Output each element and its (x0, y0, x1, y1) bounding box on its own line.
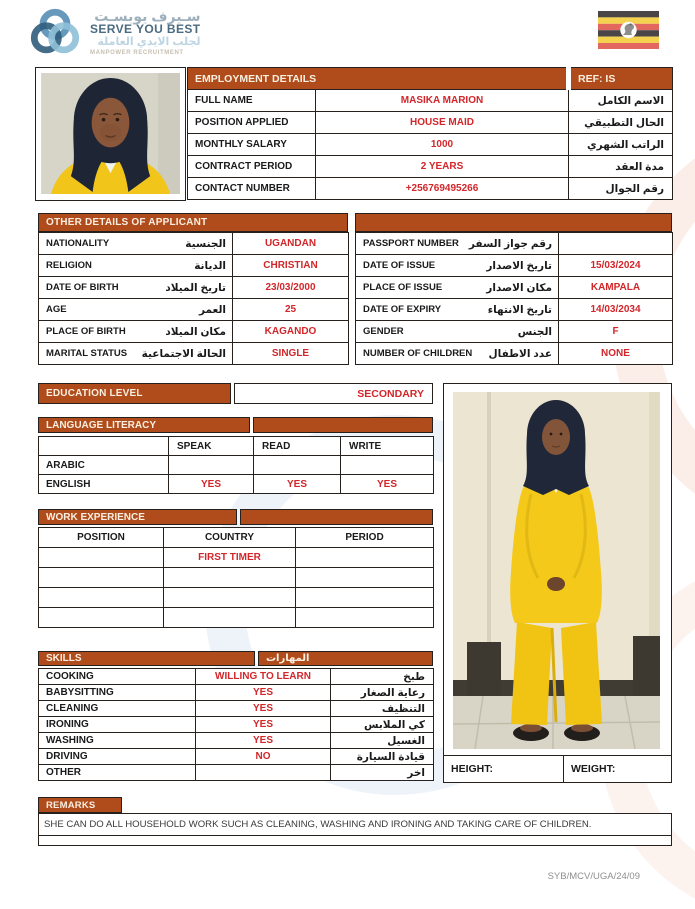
field-label-arabic: رقم الجوال (569, 178, 673, 200)
work-experience-header (38, 509, 433, 525)
skill-label: IRONING (39, 717, 196, 733)
skill-label-arabic: كي الملابس (331, 717, 434, 733)
section-title-employment: EMPLOYMENT DETAILS (188, 68, 569, 90)
literacy-value: YES (341, 475, 434, 494)
table-row (188, 134, 673, 156)
work-period (296, 588, 434, 608)
skill-label: OTHER (39, 765, 196, 781)
work-country (164, 568, 296, 588)
work-position (39, 588, 164, 608)
field-label: NUMBER OF CHILDREN (363, 348, 473, 359)
table-row (39, 685, 434, 701)
other-details-right-table (355, 232, 673, 365)
height-weight-row (444, 755, 671, 782)
work-experience-table (38, 527, 434, 628)
field-label-arabic: الحالة الاجتماعية (141, 347, 226, 360)
applicant-full-photo (453, 392, 660, 749)
field-label-arabic: الحال التطبيقي (569, 112, 673, 134)
table-row (39, 321, 349, 343)
field-label: FULL NAME (188, 90, 316, 112)
section-title-work-experience: WORK EXPERIENCE (38, 509, 237, 525)
literacy-value: YES (254, 475, 341, 494)
field-label-arabic: تاريخ الانتهاء (487, 303, 552, 316)
table-row (39, 255, 349, 277)
column-header-position: POSITION (39, 528, 164, 548)
table-row (39, 343, 349, 365)
height-label: HEIGHT: (444, 756, 564, 782)
document-ref-code: SYB/MCV/UGA/24/09 (547, 871, 640, 882)
table-row (39, 669, 434, 685)
field-label: MARITAL STATUS (46, 348, 128, 359)
employment-header-row (188, 68, 673, 90)
skill-label-arabic: طبخ (331, 669, 434, 685)
table-row (39, 749, 434, 765)
table-row (39, 608, 434, 628)
table-row (356, 233, 673, 255)
weight-label: WEIGHT: (571, 763, 616, 775)
field-label-arabic: رقم جواز السفر (468, 237, 552, 250)
field-label: DATE OF EXPIRY (363, 304, 442, 315)
table-row (39, 299, 349, 321)
full-body-illustration (453, 392, 660, 749)
field-label: PLACE OF BIRTH (46, 326, 126, 337)
knot-logo-icon (28, 6, 82, 60)
field-label-arabic: الراتب الشهري (569, 134, 673, 156)
remarks-box (38, 813, 672, 846)
work-experience-header-right (240, 509, 433, 525)
field-value: SINGLE (233, 343, 349, 365)
field-value (559, 233, 673, 255)
skill-value: YES (196, 717, 331, 733)
field-label: POSITION APPLIED (188, 112, 316, 134)
other-details-header-right (355, 213, 672, 232)
agency-logo (28, 6, 201, 60)
field-label: GENDER (363, 326, 404, 337)
language-literacy-header-right (253, 417, 433, 433)
field-value: NONE (559, 343, 673, 365)
table-row (188, 112, 673, 134)
section-title-skills: SKILLS (38, 651, 255, 666)
section-title-language-literacy: LANGUAGE LITERACY (38, 417, 250, 433)
work-country (164, 588, 296, 608)
headshot-illustration (41, 73, 180, 194)
table-row (188, 178, 673, 200)
language-name: ENGLISH (39, 475, 169, 494)
field-value: 25 (233, 299, 349, 321)
agency-tagline: MANPOWER RECRUITMENT (90, 49, 184, 56)
field-value: 2 YEARS (316, 156, 569, 178)
table-row (39, 277, 349, 299)
applicant-full-photo-panel (443, 383, 672, 783)
literacy-value (254, 456, 341, 475)
work-position (39, 548, 164, 568)
field-value: 15/03/2024 (559, 255, 673, 277)
skills-header (38, 651, 433, 666)
field-label-arabic: الديانة (194, 259, 226, 272)
skill-label-arabic: رعاية الصغار (331, 685, 434, 701)
field-label-arabic: مدة العقد (569, 156, 673, 178)
work-period (296, 608, 434, 628)
table-row (39, 568, 434, 588)
agency-logo-text (90, 9, 201, 57)
work-position (39, 608, 164, 628)
field-value: 23/03/2000 (233, 277, 349, 299)
skill-label-arabic: الغسيل (331, 733, 434, 749)
education-level-value: SECONDARY (234, 383, 433, 404)
empty-cell (39, 437, 169, 456)
field-label-arabic: مكان الميلاد (165, 325, 226, 338)
table-row (39, 588, 434, 608)
field-label-arabic: الجنس (517, 325, 552, 338)
work-country: FIRST TIMER (164, 548, 296, 568)
field-value: 1000 (316, 134, 569, 156)
work-country (164, 608, 296, 628)
work-period (296, 548, 434, 568)
field-label: PLACE OF ISSUE (363, 282, 443, 293)
column-header-speak: SPEAK (169, 437, 254, 456)
table-row (356, 299, 673, 321)
table-row (356, 255, 673, 277)
remarks-empty-row (39, 836, 671, 845)
employment-details-table (187, 67, 673, 200)
table-row (188, 90, 673, 112)
skill-value: WILLING TO LEARN (196, 669, 331, 685)
field-label-arabic: تاريخ الاصدار (486, 259, 552, 272)
field-label-arabic: الجنسية (185, 237, 226, 250)
field-label-arabic: مكان الاصدار (486, 281, 552, 294)
field-label-arabic: تاريخ الميلاد (165, 281, 226, 294)
language-name: ARABIC (39, 456, 169, 475)
table-row (356, 277, 673, 299)
field-value: UGANDAN (233, 233, 349, 255)
literacy-value: YES (169, 475, 254, 494)
agency-name-arabic: سـيرف يوبسـت (94, 7, 201, 24)
skills-table (38, 668, 434, 781)
table-row (39, 233, 349, 255)
field-label-arabic: العمر (198, 303, 226, 316)
field-label: DATE OF BIRTH (46, 282, 119, 293)
skill-value (196, 765, 331, 781)
field-label: PASSPORT NUMBER (363, 238, 459, 249)
agency-tagline-arabic: لجلب الايدي العاملة (97, 36, 201, 49)
section-title-remarks: REMARKS (38, 797, 122, 813)
table-row (356, 343, 673, 365)
table-row (39, 456, 434, 475)
skill-label: WASHING (39, 733, 196, 749)
applicant-headshot-photo (35, 67, 186, 201)
literacy-value (341, 456, 434, 475)
section-title-skills-arabic: المهارات (258, 651, 433, 666)
table-row (39, 717, 434, 733)
skill-value: NO (196, 749, 331, 765)
skill-label-arabic: قيادة السيارة (331, 749, 434, 765)
field-label: AGE (46, 304, 67, 315)
column-header-country: COUNTRY (164, 528, 296, 548)
field-value: MASIKA MARION (316, 90, 569, 112)
table-row (39, 701, 434, 717)
ref-label: REF: IS (569, 68, 673, 90)
skill-label: BABYSITTING (39, 685, 196, 701)
agency-name: SERVE YOU BEST (90, 22, 201, 37)
skill-value: YES (196, 685, 331, 701)
table-row (188, 156, 673, 178)
field-value: KAGANDO (233, 321, 349, 343)
table-row (39, 475, 434, 494)
field-label: NATIONALITY (46, 238, 110, 249)
field-value: +256769495266 (316, 178, 569, 200)
other-details-left-table (38, 232, 349, 365)
field-label: CONTACT NUMBER (188, 178, 316, 200)
table-row (39, 765, 434, 781)
field-value: HOUSE MAID (316, 112, 569, 134)
table-header-row (39, 437, 434, 456)
uganda-flag-icon (598, 11, 659, 49)
work-position (39, 568, 164, 588)
skill-label-arabic: اخر (331, 765, 434, 781)
section-title-other-details: OTHER DETAILS OF APPLICANT (38, 213, 348, 232)
skill-label-arabic: التنظيف (331, 701, 434, 717)
skill-label: COOKING (39, 669, 196, 685)
column-header-read: READ (254, 437, 341, 456)
work-period (296, 568, 434, 588)
literacy-value (169, 456, 254, 475)
skill-label: DRIVING (39, 749, 196, 765)
section-title-education: EDUCATION LEVEL (38, 383, 231, 404)
remarks-text: SHE CAN DO ALL HOUSEHOLD WORK SUCH AS CLEANING, WASHING AND IRONING AND TAKING CARE OF CHILDREN. (39, 814, 671, 836)
language-literacy-table (38, 436, 434, 494)
skill-value: YES (196, 733, 331, 749)
skill-value: YES (196, 701, 331, 717)
field-value: 14/03/2034 (559, 299, 673, 321)
column-header-write: WRITE (341, 437, 434, 456)
field-label: DATE OF ISSUE (363, 260, 436, 271)
field-value: F (559, 321, 673, 343)
field-value: CHRISTIAN (233, 255, 349, 277)
skill-label: CLEANING (39, 701, 196, 717)
field-label: RELIGION (46, 260, 92, 271)
language-literacy-header (38, 417, 433, 433)
column-header-period: PERIOD (296, 528, 434, 548)
table-row (39, 548, 434, 568)
table-header-row (39, 528, 434, 548)
table-row (356, 321, 673, 343)
table-row (39, 733, 434, 749)
field-label-arabic: الاسم الكامل (569, 90, 673, 112)
field-label: MONTHLY SALARY (188, 134, 316, 156)
field-label: CONTRACT PERIOD (188, 156, 316, 178)
field-label-arabic: عدد الاطفال (488, 347, 552, 360)
field-value: KAMPALA (559, 277, 673, 299)
